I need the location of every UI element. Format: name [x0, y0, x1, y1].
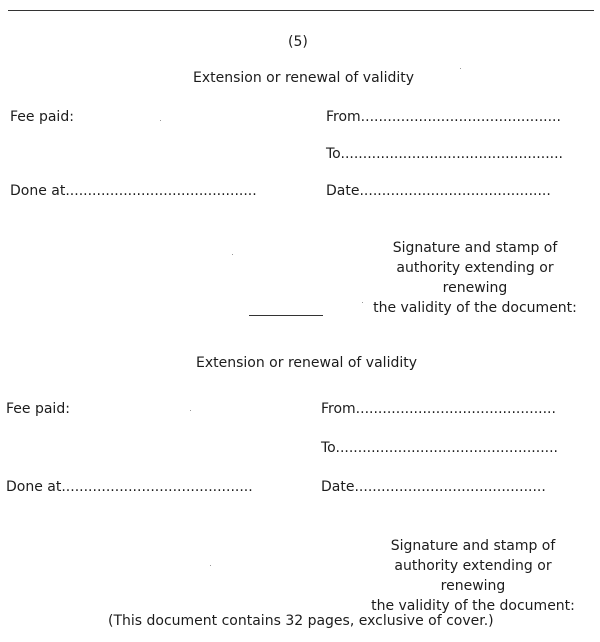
- section-1-date-field: Date...........................................: [326, 183, 551, 199]
- scan-speck: [232, 254, 233, 255]
- section-2-done-at-field: Done at...........................................: [6, 479, 253, 495]
- section-2-fee-paid-label: Fee paid:: [6, 401, 70, 417]
- section-2-signature-line-2: authority extending or renewing: [394, 558, 552, 594]
- section-divider: [249, 315, 323, 316]
- section-2-signature-block: [360, 536, 586, 616]
- scan-speck: [190, 410, 191, 411]
- section-1-signature-line-2: authority extending or renewing: [396, 260, 554, 296]
- section-1-fee-paid-label: Fee paid:: [10, 109, 74, 125]
- top-rule: [8, 10, 594, 11]
- section-2-signature-line-3: the validity of the document:: [371, 598, 575, 614]
- section-1-signature-line-3: the validity of the document:: [373, 300, 577, 316]
- footer-note: (This document contains 32 pages, exclusive of cover.): [108, 613, 494, 629]
- scan-speck: [362, 302, 363, 303]
- section-1-to-field: To..................................................: [326, 146, 564, 162]
- page-number: (5): [288, 34, 308, 50]
- section-2-from-field: From.............................................: [321, 401, 556, 417]
- scan-speck: [460, 68, 461, 69]
- scan-speck: [210, 565, 211, 566]
- section-1-from-field: From.............................................: [326, 109, 561, 125]
- section-1-heading: Extension or renewal of validity: [193, 70, 415, 86]
- section-1-done-at-field: Done at...........................................: [10, 183, 257, 199]
- scan-speck: [160, 120, 161, 121]
- section-2-date-field: Date...........................................: [321, 479, 546, 495]
- section-2-signature-line-1: Signature and stamp of: [390, 538, 556, 554]
- section-2-heading: Extension or renewal of validity: [196, 355, 418, 371]
- section-1-signature-line-1: Signature and stamp of: [392, 240, 558, 256]
- section-1-signature-block: [362, 238, 588, 318]
- section-2-to-field: To..................................................: [321, 440, 559, 456]
